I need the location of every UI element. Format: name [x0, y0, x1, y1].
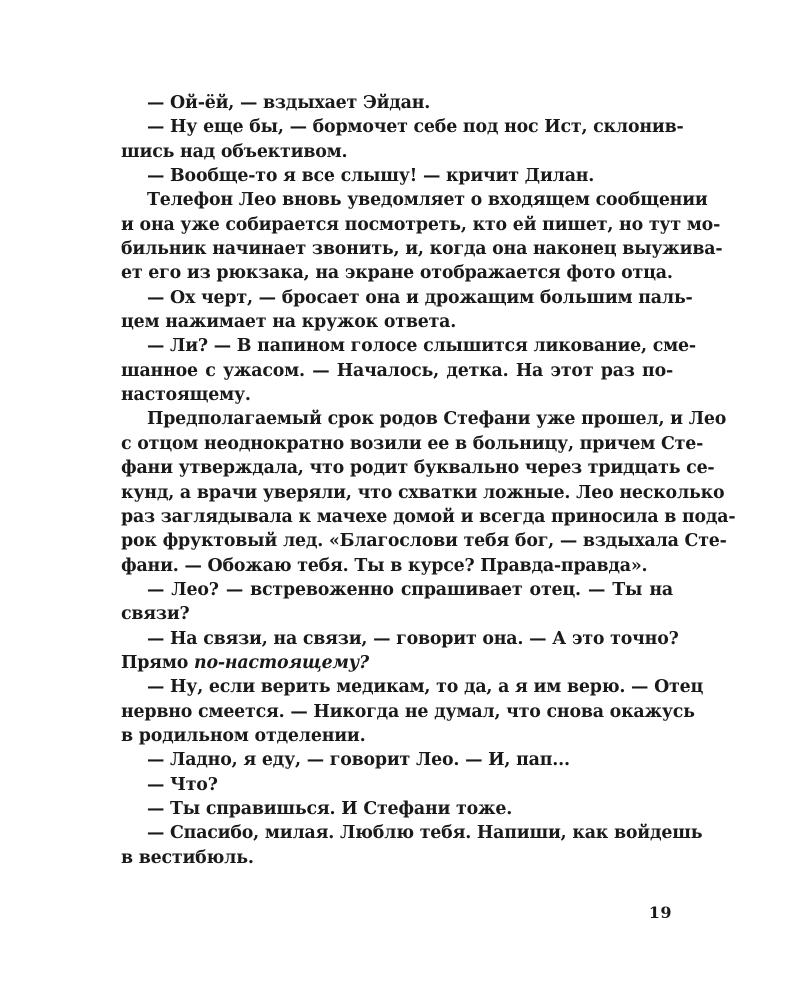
- text-line: цем нажимает на кружок ответа.: [121, 312, 457, 333]
- text-line: — Лео? — встревоженно спрашивает отец. — Ты на: [147, 579, 673, 600]
- paragraph: [121, 821, 703, 870]
- text-line: с отцом неоднократно возили ее в больницу, причем Сте-: [121, 433, 704, 454]
- text-line: шанное с ужасом. — Началось, детка. На этот раз по-: [121, 360, 673, 381]
- paragraph: [121, 797, 673, 821]
- text-line: рок фруктовый лед. «Благослови тебя бог, — вздыхала Сте-: [121, 531, 727, 552]
- paragraph: [121, 334, 696, 407]
- text-line: — Ох черт, — бросает она и дрожащим большим паль-: [147, 287, 693, 308]
- text-line: нервно смеется. — Никогда не думал, что снова окажусь: [121, 701, 695, 722]
- text-line: связи?: [121, 604, 190, 625]
- text-line: Телефон Лео вновь уведомляет о входящем сообщении: [147, 190, 708, 211]
- text-line: в родильном отделении.: [121, 725, 366, 746]
- text-line: — Спасибо, милая. Люблю тебя. Напиши, как войдешь: [147, 823, 703, 844]
- text-line: — Вообще-то я все слышу! — кричит Дилан.: [147, 166, 595, 187]
- text-line: — Ли? — В папином голосе слышится ликование, сме-: [147, 336, 696, 357]
- paragraph: [121, 286, 693, 335]
- page-number: 19: [648, 903, 672, 922]
- text-line: шись над объективом.: [121, 141, 348, 162]
- text-line: кунд, а врачи уверяли, что схватки ложные. Лео несколько: [121, 482, 725, 503]
- paragraph: [121, 627, 679, 676]
- paragraph: [121, 188, 723, 285]
- paragraph: [121, 115, 684, 164]
- page-body: [121, 91, 736, 870]
- text-line: и она уже собирается посмотреть, кто ей пишет, но тут мо-: [121, 214, 721, 235]
- paragraph: [121, 407, 736, 577]
- text-line: фани утверждала, что родит буквально через тридцать се-: [121, 458, 715, 479]
- paragraph: [121, 91, 673, 115]
- text-line: — Ой-ёй, — вздыхает Эйдан.: [147, 93, 431, 113]
- text-line: Предполагаемый срок родов Стефани уже прошел, и Лео: [147, 409, 727, 430]
- text-line: — Ладно, я еду, — говорит Лео. — И, пап...: [147, 750, 570, 771]
- paragraph: [121, 675, 704, 748]
- text-line: бильник начинает звонить, и, когда она наконец выуживa-: [121, 239, 723, 260]
- text-line: [121, 651, 673, 675]
- text-line: ет его из рюкзака, на экране отображается фото отца.: [121, 263, 673, 284]
- text-line: — На связи, на связи, — говорит она. — А это точно?: [147, 628, 679, 649]
- paragraph: [121, 748, 673, 772]
- text-line: раз заглядывала к мачехе домой и всегда приносила в пода-: [121, 506, 736, 527]
- text-line: — Ну, если верить медикам, то да, а я им верю. — Отец: [147, 677, 704, 698]
- text-line: в вестибюль.: [121, 847, 254, 868]
- text-fragment: Прямо: [121, 652, 194, 673]
- paragraph: [121, 773, 673, 797]
- italic-emphasis: по-настоящему?: [194, 652, 369, 673]
- text-line: — Ты справишься. И Стефани тоже.: [147, 798, 513, 819]
- text-line: настоящему.: [121, 385, 251, 406]
- paragraph: [121, 578, 673, 627]
- text-line: — Ну еще бы, — бормочет себе под нос Ист, склонив-: [147, 117, 684, 138]
- text-line: — Что?: [147, 774, 218, 795]
- paragraph: [121, 164, 673, 188]
- text-line: фани. — Обожаю тебя. Ты в курсе? Правда-правда».: [121, 555, 648, 576]
